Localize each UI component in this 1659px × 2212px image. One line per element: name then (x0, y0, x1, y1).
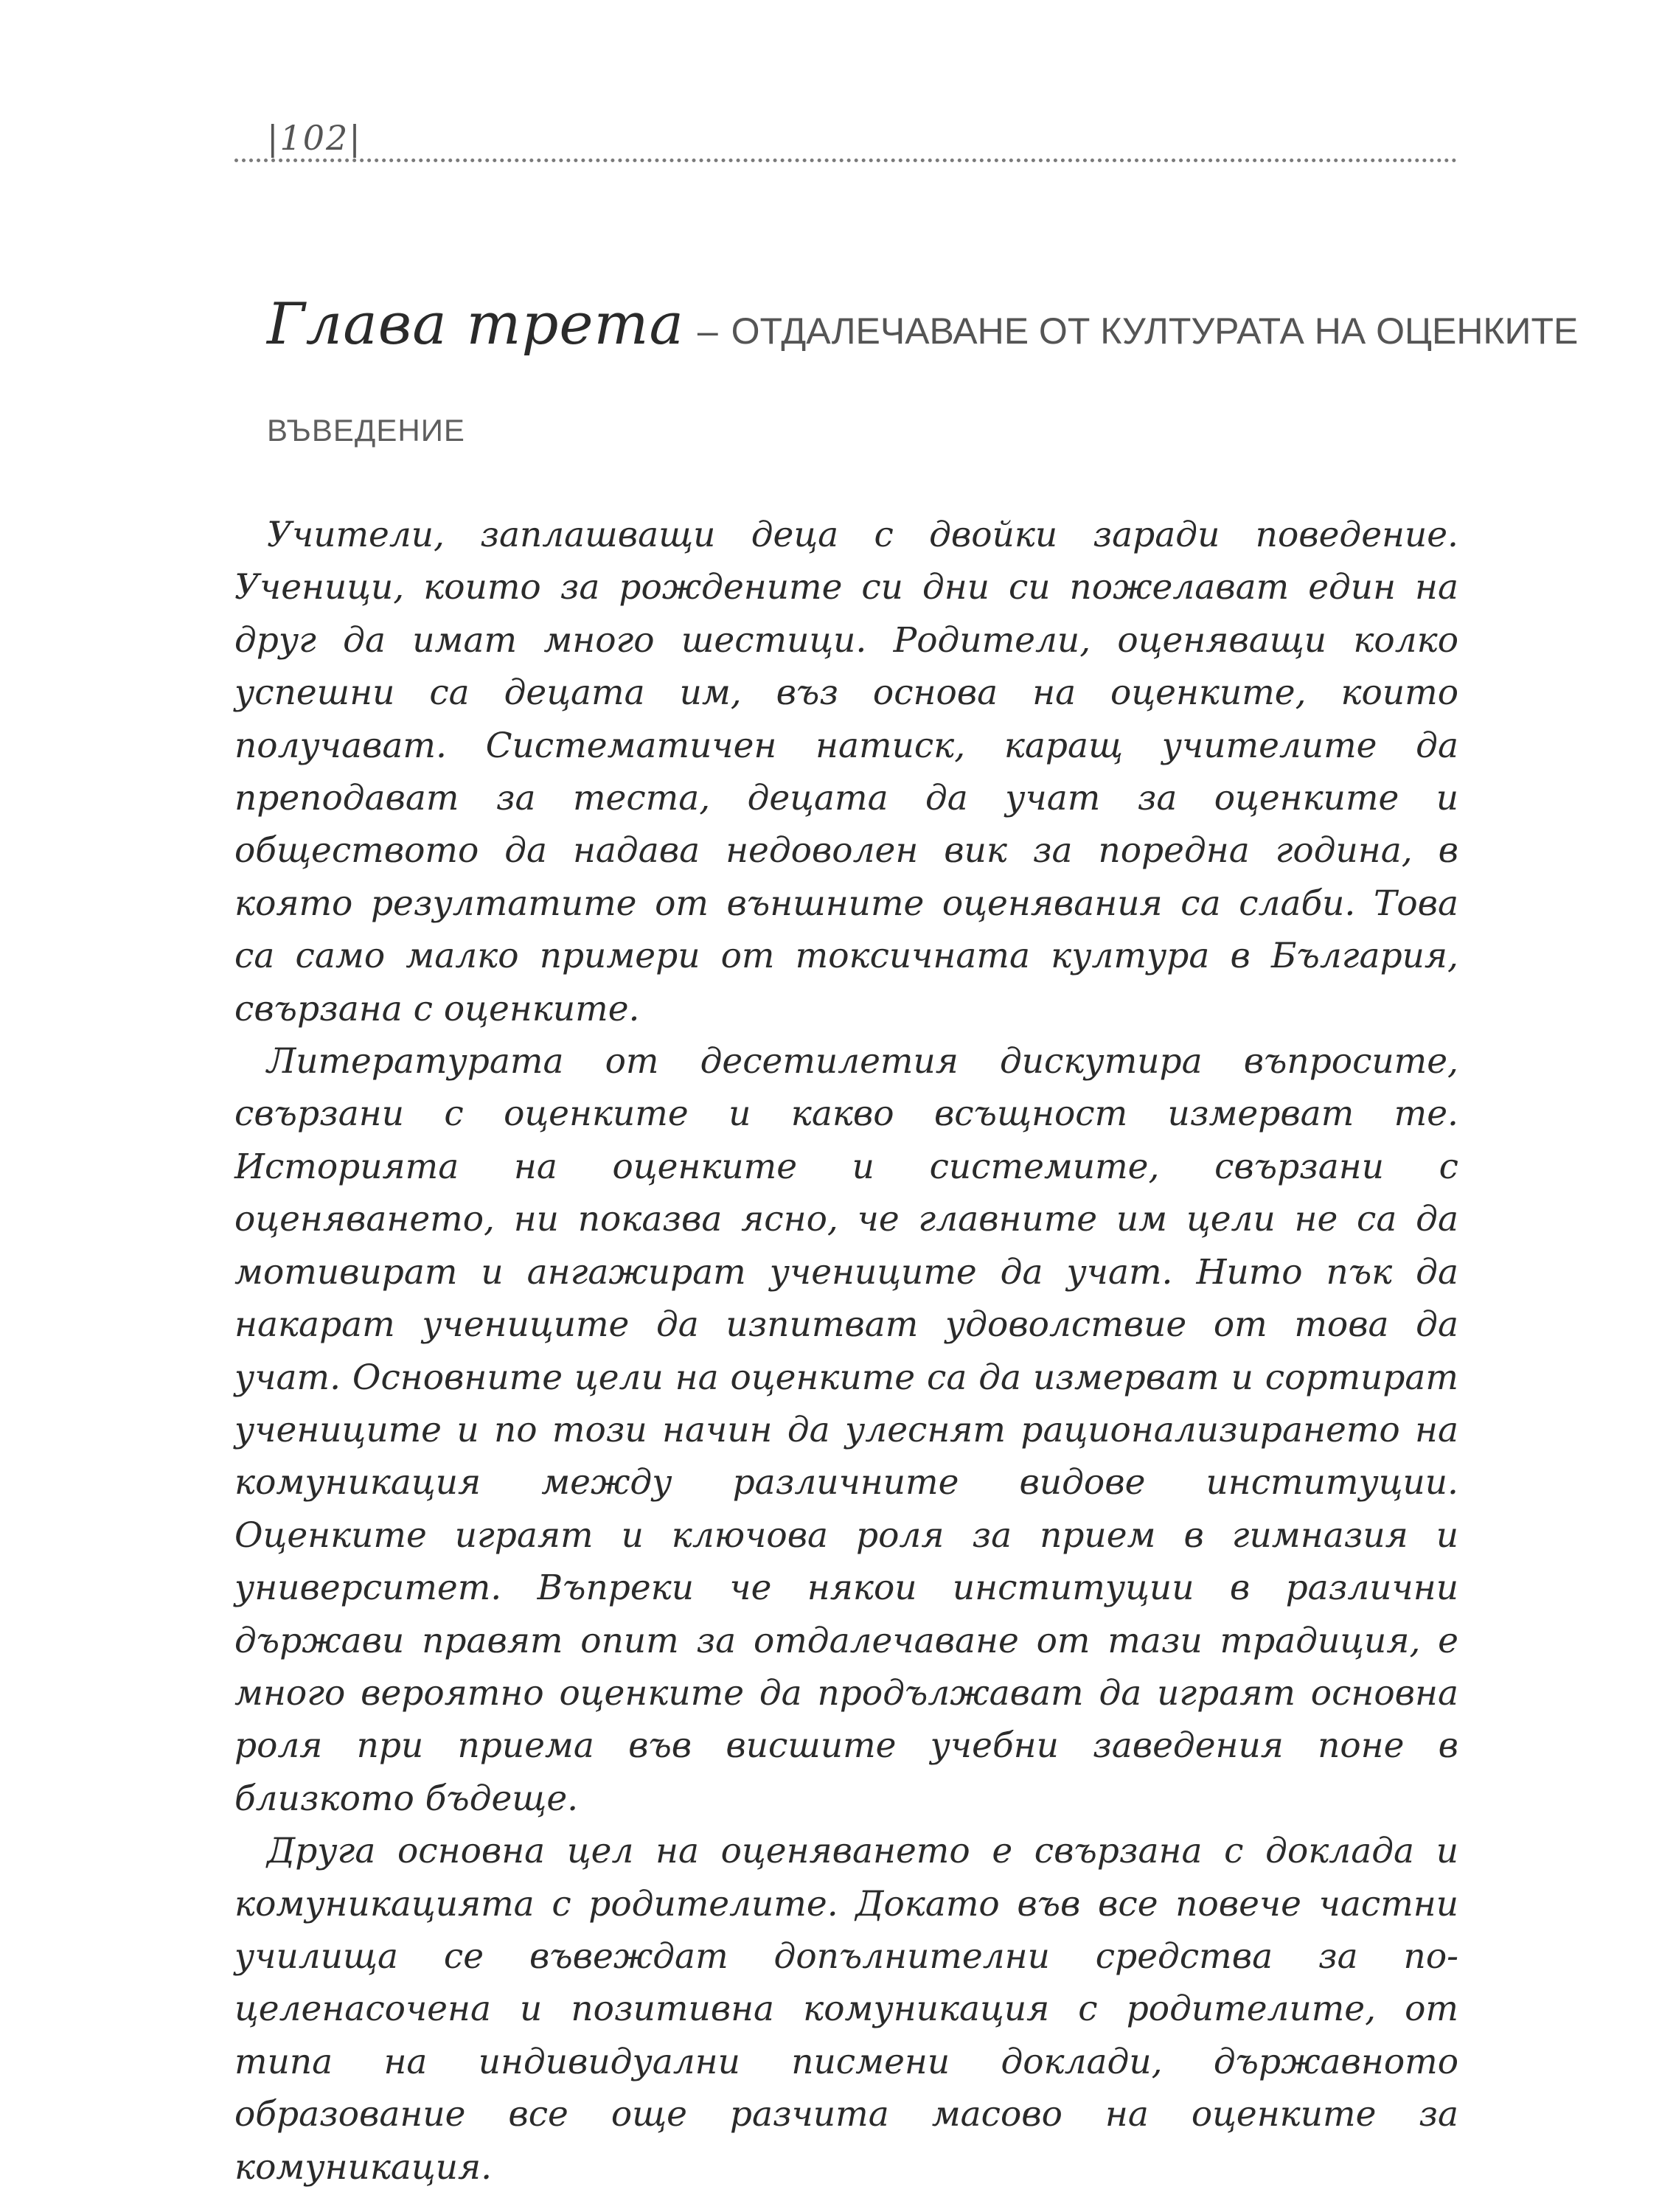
chapter-heading (267, 291, 1579, 358)
chapter-title: ОТДАЛЕЧАВАНЕ ОТ КУЛТУРАТА НА ОЦЕНКИТЕ (731, 310, 1579, 352)
paragraph-1: Учители, заплашващи деца с двойки заради поведение. Ученици, които за рождените си дни си пожелават един на друг да имат много шестици. Родители, оценяващи колко успешни са децата им, въз основа на оценките, които получават. Систематичен натиск, каращ учителите да преподават за теста, децата да учат за оценките и обществото да надава недоволен вик за поредна година, в която резултатите от външните оценявания са слаби. Това са само малко примери от токсичната култура в България, свързана с оценките. (234, 515, 1458, 1029)
paragraph-2: Литературата от десетилетия дискутира въпросите, свързани с оценките и какво всъщност измерват те. Историята на оценките и системите, свързани с оценяването, ни показва ясно, че главните им цели не са да мотивират и ангажират учениците да учат. Нито пък да накарат учениците да изпитват удоволствие от това да учат. Основните цели на оценките са да измерват и сортират учениците и по този начин да улеснят рационализирането на комуникация между различните видове институции. Оценките играят и ключова роля за прием в гимназия и университет. Въпреки че някои институции в различни държави правят опит за отдалечаване от тази традиция, е много вероятно оценките да продължават да играят основна роля при приема във висшите учебни заведения поне в близкото бъдеще. (234, 1041, 1458, 1819)
paragraph-3: Друга основна цел на оценяването е свързана с доклада и комуникацията с родителите. Докато във все повече частни училища се въвеждат допълнителни средства за по-целенасочена и позитивна комуникация с родителите, от типа на индивидуални писмени доклади, държавното образование все още разчита масово на оценките за комуникация. (234, 1831, 1458, 2188)
chapter-separator: – (687, 310, 728, 352)
section-label: ВЪВЕДЕНИЕ (267, 413, 465, 448)
header-dotted-rule (234, 159, 1457, 162)
page-number: |102| (267, 118, 362, 158)
body-text (234, 509, 1458, 2194)
chapter-script-title: Глава трета (267, 291, 685, 358)
